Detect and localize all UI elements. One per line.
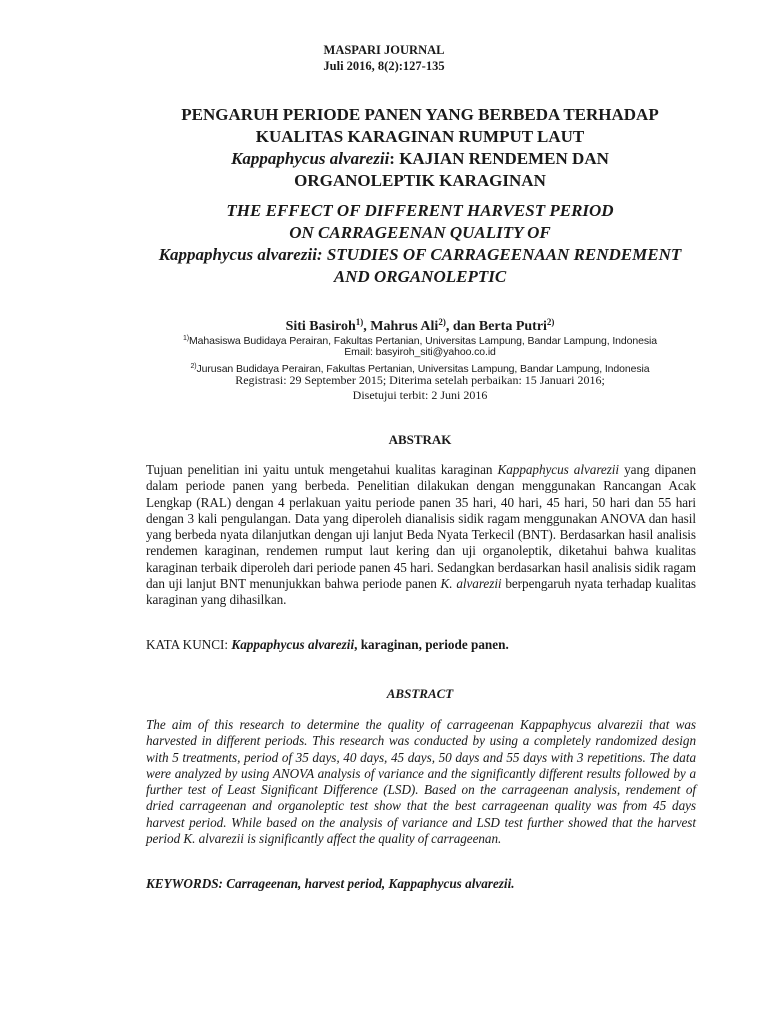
author-3-sup: 2) [546, 317, 555, 327]
keywords: KEYWORDS: Carrageenan, harvest period, Kappaphycus alvarezii. [146, 876, 515, 891]
kata-kunci-label: KATA KUNCI: [146, 637, 232, 652]
abstrak-text-3: berpengaruh nyata terhadap kualitas karaginan yang dihasilkan. [146, 576, 696, 608]
journal-issue: Juli 2016, 8(2):127-135 [323, 59, 445, 73]
author-1: Siti Basiroh [285, 319, 356, 334]
approval-date: Disetujui terbit: 2 Juni 2016 [352, 388, 488, 402]
title-id-line-4: ORGANOLEPTIK KARAGINAN [294, 171, 546, 190]
title-id-species: Kappaphycus alvarezii [231, 149, 390, 168]
title-id-line-2: KUALITAS KARAGINAN RUMPUT LAUT [255, 127, 585, 146]
author-3: , dan Berta Putri [445, 319, 547, 334]
title-indonesian [120, 104, 720, 192]
title-english [120, 200, 720, 288]
abstrak-heading: ABSTRAK [388, 432, 452, 447]
journal-name: MASPARI JOURNAL [323, 43, 445, 57]
affiliation-2-sup: 2) [190, 363, 197, 370]
kata-kunci-rest: , karaginan, periode panen. [354, 637, 509, 652]
title-id-line-3-rest: : KAJIAN RENDEMEN DAN [389, 149, 609, 168]
affiliation-2-text: Jurusan Budidaya Perairan, Fakultas Pertanian, Universitas Lampung, Bandar Lampung, Indonesia [196, 363, 650, 375]
title-id-line-1: PENGARUH PERIODE PANEN YANG BERBEDA TERHADAP [181, 105, 659, 124]
title-id-line-3 [120, 148, 720, 170]
kata-kunci-species: Kappaphycus alvarezii [231, 637, 355, 652]
abstract-paragraph: The aim of this research to determine the quality of carrageenan Kappaphycus alvarezii that was harvested in different periods. This research was conducted by using a completely randomized design with 5 treatments, period of 35 days, 40 days, 45 days, 50 days and 55 days with 3 repetitions. The data were analyzed by using ANOVA analysis of variance and the significantly different results followed by a further test of Least Significant Difference (LSD). Based on the carrageenan analysis, rendement of dried carrageenan and organoleptic test show that the best carrageenan quality was from 45 days harvest period. While based on the analysis of variance and LSD test further showed that the harvest period K. alvarezii is significantly affect the quality of carrageenan. [146, 717, 696, 847]
author-1-sup: 1) [355, 317, 364, 327]
title-en-line-3: Kappaphycus alvarezii: STUDIES OF CARRAGEENAAN RENDEMENT [158, 245, 682, 264]
title-en-line-1: THE EFFECT OF DIFFERENT HARVEST PERIOD [226, 201, 614, 220]
author-email: Email: basyiroh_siti@yahoo.co.id [344, 346, 496, 358]
author-2-sup: 2) [438, 317, 446, 327]
registration-dates: Registrasi: 29 September 2015; Diterima setelah perbaikan: 15 Januari 2016; [235, 373, 605, 387]
affiliation-1-text: Mahasiswa Budidaya Perairan, Fakultas Pertanian, Universitas Lampung, Bandar Lampung, Indonesia [189, 335, 657, 347]
abstrak-species-1: Kappaphycus alvarezii [497, 462, 620, 477]
abstract-heading: ABSTRACT [386, 686, 454, 701]
affiliation-1-sup: 1) [183, 335, 190, 342]
title-en-line-4: AND ORGANOLEPTIC [333, 267, 507, 286]
author-2: , Mahrus Ali [363, 319, 439, 334]
abstrak-text-2: yang dipanen dalam periode panen yang berbeda. Penelitian dilakukan dengan menggunakan Rancangan Acak Lengkap (RAL) dengan 4 perlakuan yaitu periode panen 35 hari, 40 hari, 45 hari, 50 hari dan 55 hari dengan 3 kali pengulangan. Data yang diperoleh dianalisis sidik ragam menggunakan ANOVA dan hasil yang berbeda nyata dilanjutkan dengan uji lanjut Beda Nyata Terkecil (BNT). Berdasarkan hasil analisis rendemen karaginan, rendemen rumput laut kering dan uji organoleptik, diketahui bahwa kualitas karaginan terbaik diperoleh dari periode panen 45 hari. Sedangkan berdasarkan hasil analisis sidik ragam dan uji lanjut BNT menunjukkan bahwa periode panen [146, 462, 697, 592]
abstrak-text-1: Tujuan penelitian ini yaitu untuk mengetahui kualitas karaginan [146, 462, 498, 477]
abstrak-species-2: K. alvarezii [440, 576, 502, 592]
abstrak-paragraph [146, 462, 696, 609]
kata-kunci [146, 637, 696, 653]
title-en-line-2: ON CARRAGEENAN QUALITY OF [289, 223, 551, 242]
